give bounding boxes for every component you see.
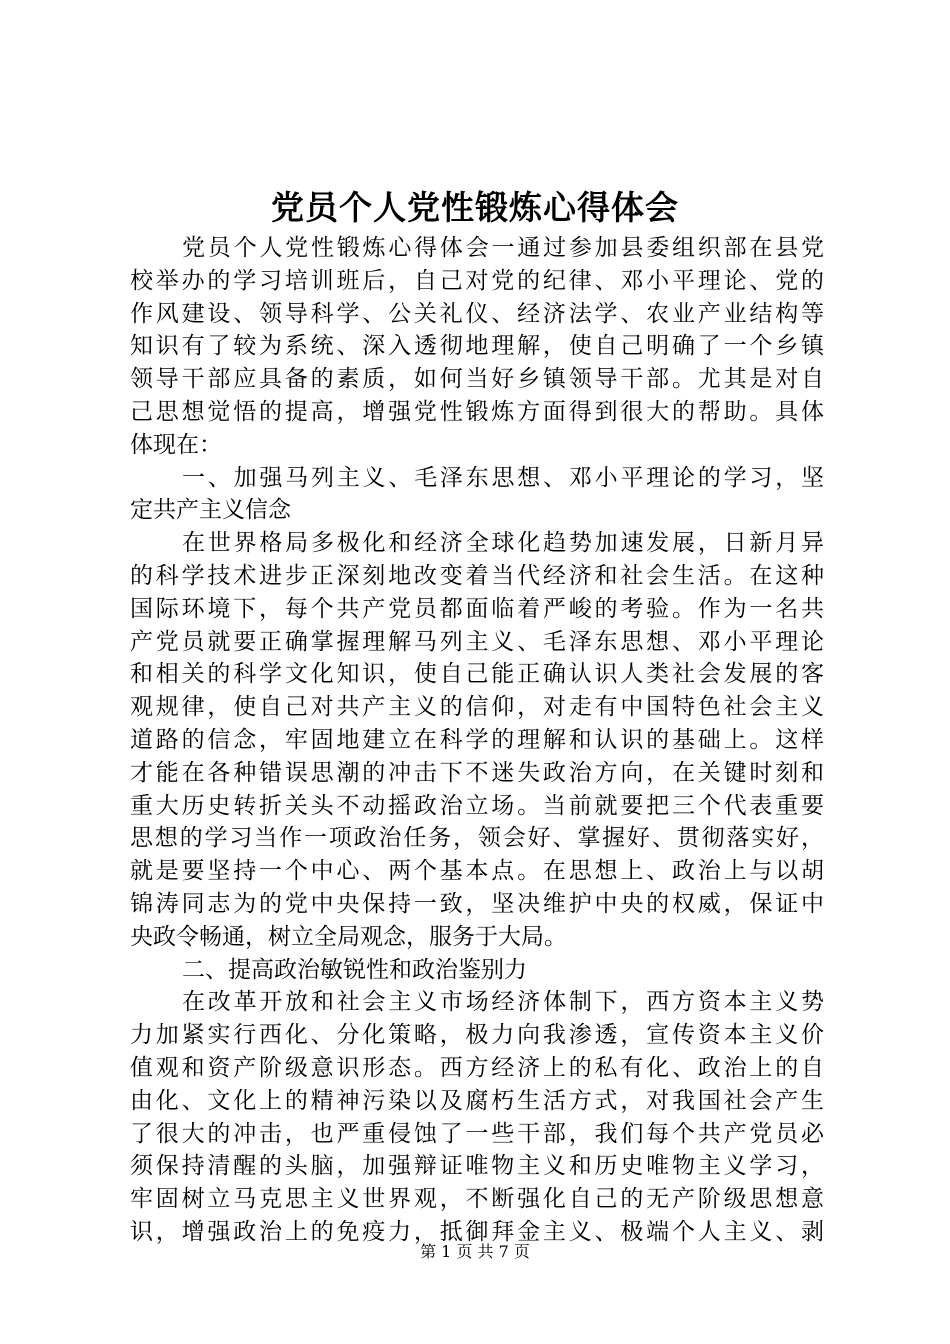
text-line: 牢固树立马克思主义世界观，不断强化自己的无产阶级思想意 [130, 1186, 824, 1213]
text-line: 了很大的冲击，也严重侵蚀了一些干部，我们每个共产党员必 [130, 1120, 824, 1147]
text-line: 须保持清醒的头脑，加强辩证唯物主义和历史唯物主义学习， [130, 1153, 824, 1180]
section-heading: 一、加强马列主义、毛泽东思想、邓小平理论的学习，坚 [182, 464, 824, 491]
section-heading: 二、提高政治敏锐性和政治鉴别力 [182, 956, 527, 983]
document-title: 党员个人党性锻炼心得体会 [271, 188, 679, 227]
text-line: 产党员就要正确掌握理解马列主义、毛泽东思想、邓小平理论 [130, 628, 824, 655]
text-line: 思想的学习当作一项政治任务，领会好、掌握好、贯彻落实好， [130, 825, 824, 852]
text-line: 值观和资产阶级意识形态。西方经济上的私有化、政治上的自 [130, 1054, 824, 1081]
text-line: 在改革开放和社会主义市场经济体制下，西方资本主义势 [182, 989, 824, 1016]
document-body [130, 232, 824, 1249]
text-line: 在世界格局多极化和经济全球化趋势加速发展，日新月异 [182, 530, 824, 557]
text-line: 识，增强政治上的免疫力，抵御拜金主义、极端个人主义、剥 [130, 1218, 824, 1245]
text-line: 重大历史转折关头不动摇政治立场。当前就要把三个代表重要 [130, 792, 824, 819]
text-line: 由化、文化上的精神污染以及腐朽生活方式，对我国社会产生 [130, 1087, 824, 1114]
text-line: 就是要坚持一个中心、两个基本点。在思想上、政治上与以胡 [130, 858, 824, 885]
text-line: 领导干部应具备的素质，如何当好乡镇领导干部。尤其是对自 [130, 366, 824, 393]
page-number-footer: 第 1 页 共 7 页 [420, 1242, 530, 1261]
text-line: 的科学技术进步正深刻地改变着当代经济和社会生活。在这种 [130, 562, 824, 589]
text-line: 锦涛同志为的党中央保持一致，坚决维护中央的权威，保证中 [130, 890, 824, 917]
text-line: 央政令畅通，树立全局观念，服务于大局。 [130, 923, 567, 950]
text-line: 才能在各种错误思潮的冲击下不迷失政治方向，在关键时刻和 [130, 759, 824, 786]
text-line: 党员个人党性锻炼心得体会一通过参加县委组织部在县党 [182, 235, 824, 261]
text-line: 己思想觉悟的提高，增强党性锻炼方面得到很大的帮助。具体 [130, 398, 824, 425]
text-line: 校举办的学习培训班后，自己对党的纪律、邓小平理论、党的 [130, 267, 824, 294]
text-line: 作风建设、领导科学、公关礼仪、经济法学、农业产业结构等 [130, 300, 824, 327]
section-heading: 定共产主义信念 [130, 497, 291, 524]
text-line: 体现在： [130, 431, 222, 458]
text-line: 道路的信念，牢固地建立在科学的理解和认识的基础上。这样 [130, 726, 824, 753]
text-line: 国际环境下，每个共产党员都面临着严峻的考验。作为一名共 [130, 595, 824, 622]
text-line: 和相关的科学文化知识，使自己能正确认识人类社会发展的客 [130, 661, 824, 688]
text-line: 知识有了较为系统、深入透彻地理解，使自己明确了一个乡镇 [130, 333, 824, 360]
text-line: 观规律，使自己对共产主义的信仰，对走有中国特色社会主义 [130, 694, 824, 721]
text-line: 力加紧实行西化、分化策略，极力向我渗透，宣传资本主义价 [130, 1022, 824, 1049]
